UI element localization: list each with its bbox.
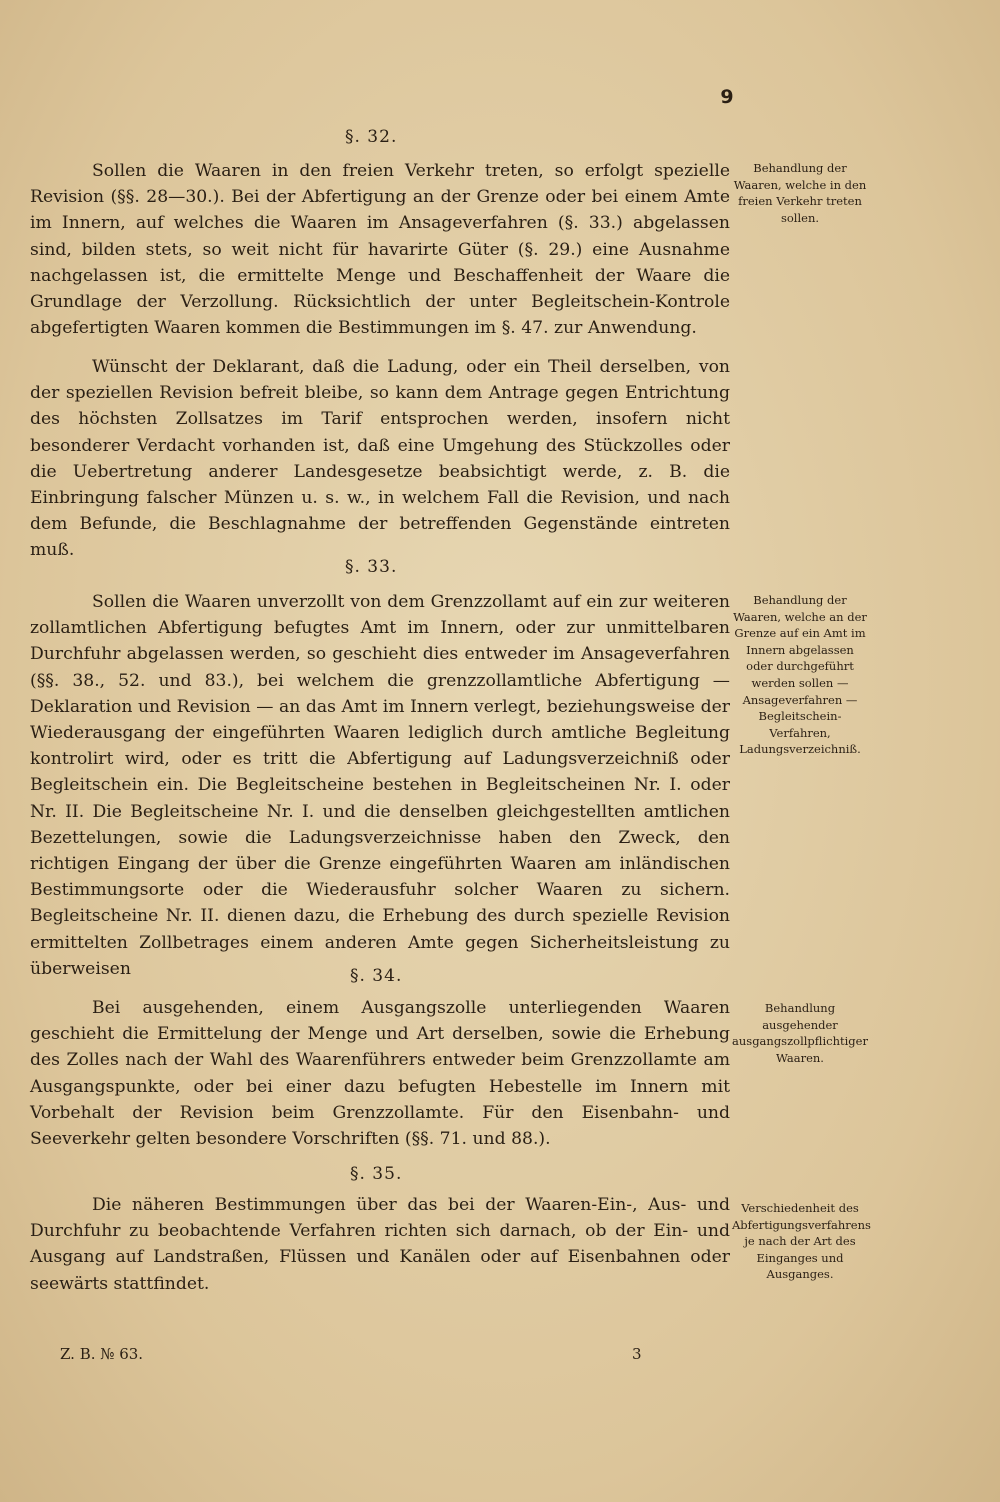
section-34-paragraph-1: Bei ausgehenden, einem Ausgangszolle unterliegenden Waaren geschieht die Ermittelung der Menge und Art derselben, sowie die Erhebung des Zolles nach der Wahl des Waarenführers entweder beim Grenzzollamte am Ausgangspunkte, oder bei einer dazu befugten Hebestelle im Innern mit Vorbehalt der Revision beim Grenzzollamte. Für den Eisenbahn- und Seeverkehr gelten besondere Vorschriften (§§. 71. und 88.). bbox=[30, 998, 730, 1150]
section-35-paragraph-1: Die näheren Bestimmungen über das bei der Waaren-Ein-, Aus- und Durchfuhr zu beobachtende Verfahren richten sich darnach, ob der Ein- und Ausgang auf Landstraßen, Flüssen und Kanälen oder auf Eisenbahnen oder seewärts stattfindet. bbox=[30, 1195, 730, 1294]
section-heading-33: §. 33. bbox=[345, 557, 398, 577]
section-32-paragraph-1: Sollen die Waaren in den freien Verkehr treten, so erfolgt spezielle Revision (§§. 28—30.). Bei der Abfertigung an der Grenze oder bei einem Amte im Innern, auf welches die Waaren im Ansageverfahren (§. 33.) abgelassen sind, bilden stets, so weit nicht für havarirte Güter (§. 29.) eine Ausnahme nachgelassen ist, die ermittelte Menge und Beschaffenheit der Waare die Grundlage der Verzollung. Rücksichtlich der unter Begleitschein-Kontrole abgefertigten Waaren kommen die Bestimmungen im §. 47. zur Anwendung. bbox=[30, 161, 730, 339]
footer-sheet-number: 3 bbox=[632, 1345, 642, 1363]
section-heading-34: §. 34. bbox=[350, 966, 403, 986]
page-number: 9 bbox=[720, 86, 734, 108]
footer-issue-reference: Z. B. № 63. bbox=[60, 1345, 144, 1363]
section-heading-35: §. 35. bbox=[350, 1164, 403, 1184]
margin-note-33: Behandlung der Waaren, welche an der Grenze auf ein Amt im Innern abgelassen oder durchgeführt werden sollen — Ansageverfahren — Begleitschein-Verfahren, Ladungsverzeichniß. bbox=[733, 593, 867, 757]
section-33-paragraph-1: Sollen die Waaren unverzollt von dem Grenzzollamt auf ein zur weiteren zollamtlichen Abfertigung befugtes Amt im Innern, oder zur unmittelbaren Durchfuhr abgelassen werden, so geschieht dies entweder im Ansageverfahren (§§. 38., 52. und 83.), bei welchem die grenzzollamtliche Abfertigung — Deklaration und Revision — an das Amt im Innern verlegt, beziehungsweise der Wiederausgang der eingeführten Waaren lediglich durch amtliche Begleitung kontrolirt wird, oder es tritt die Abfertigung auf Ladungsverzeichniß oder Begleitschein ein. Die Begleitscheine bestehen in Begleitscheinen Nr. I. oder Nr. II. Die Begleitscheine Nr. I. und die denselben gleichgestellten amtlichen Bezettelungen, sowie die Ladungsverzeichnisse haben den Zweck, den richtigen Eingang der über die Grenze eingeführten Waaren am inländischen Bestimmungsorte oder die Wiederausfuhr solcher Waaren zu sichern. Begleitscheine Nr. II. dienen dazu, die Erhebung des durch spezielle Revision ermittelten Zollbetrages einem anderen Amte gegen Sicherheitsleistung zu überweisen bbox=[30, 592, 730, 979]
margin-note-32: Behandlung der Waaren, welche in den freien Verkehr treten sollen. bbox=[733, 161, 867, 225]
margin-note-35: Verschiedenheit des Abfertigungsverfahrens je nach der Art des Einganges und Ausganges. bbox=[732, 1201, 871, 1282]
section-32-paragraph-2: Wünscht der Deklarant, daß die Ladung, oder ein Theil derselben, von der speziellen Revision befreit bleibe, so kann dem Antrage gegen Entrichtung des höchsten Zollsatzes im Tarif entsprochen werden, insofern nicht besonderer Verdacht vorhanden ist, daß eine Umgehung des Stückzolles oder die Uebertretung anderer Landesgesetze beabsichtigt werde, z. B. die Einbringung falscher Münzen u. s. w., in welchem Fall die Revision, und nach dem Befunde, die Beschlagnahme der betreffenden Gegenstände eintreten muß. bbox=[30, 357, 730, 561]
section-heading-32: §. 32. bbox=[345, 127, 398, 147]
margin-note-34: Behandlung ausgehender ausgangszollpflichtiger Waaren. bbox=[732, 1001, 868, 1065]
